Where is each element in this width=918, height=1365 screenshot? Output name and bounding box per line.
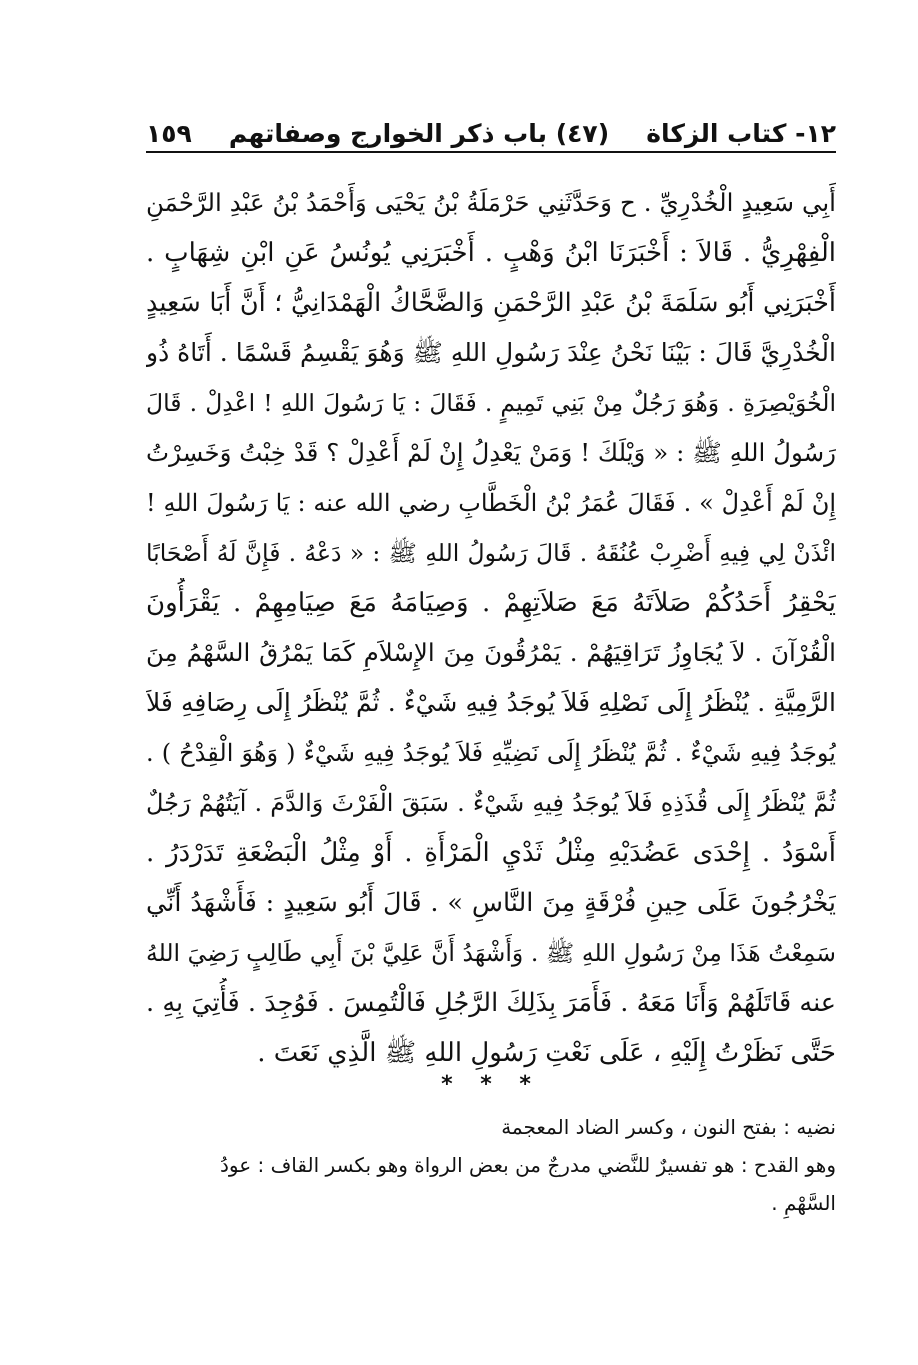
text-line: الرَّمِيَّةِ . يُنْظَرُ إِلَى نَصْلِهِ فَلاَ يُوجَدُ فِيهِ شَيْءٌ . ثُمَّ يُنْظَرُ إِلَى رِصَافِهِ فَلاَ: [146, 688, 836, 717]
running-header: [146, 116, 836, 150]
text-line: حَتَّى نَظَرْتُ إِلَيْهِ ، عَلَى نَعْتِ رَسُولِ اللهِ ﷺ الَّذِي نَعَتَ .: [257, 1038, 836, 1068]
section-separator: * * *: [441, 1072, 541, 1097]
text-line: عنه قَاتَلَهُمْ وَأَنَا مَعَهُ . فَأَمَرَ بِذَلِكَ الرَّجُلِ فَالْتُمِسَ . فَوُجِدَ . فَأُتِيَ بِهِ .: [146, 988, 836, 1018]
text-line: أَبِي سَعِيدٍ الْخُدْرِيِّ . ح وَحَدَّثَنِي حَرْمَلَةُ بْنُ يَحْيَى وَأَحْمَدُ بْنُ عَبْدِ الرَّحْمَنِ: [146, 188, 836, 217]
page-number: ١٥٩: [146, 118, 192, 148]
text-line: الْقُرْآنَ . لاَ يُجَاوِزُ تَرَاقِيَهُمْ . يَمْرُقُونَ مِنَ الإِسْلاَمِ كَمَا يَمْرُقُ السَّهْمُ مِنَ: [146, 638, 836, 667]
text-line: يَخْرُجُونَ عَلَى حِينِ فُرْقَةٍ مِنَ النَّاسِ » . قَالَ أَبُو سَعِيدٍ : فَأَشْهَدُ أَنِّي: [146, 888, 836, 918]
footnote-line: السَّهْمِ .: [771, 1191, 836, 1215]
text-line: أَسْوَدُ . إِحْدَى عَضُدَيْهِ مِثْلُ ثَدْيِ الْمَرْأَةِ . أَوْ مِثْلُ الْبَضْعَةِ تَدَرْدَرُ .: [146, 838, 836, 868]
text-line: يُوجَدُ فِيهِ شَيْءٌ . ثُمَّ يُنْظَرُ إِلَى نَضِيِّهِ فَلاَ يُوجَدُ فِيهِ شَيْءٌ ( وَهُوَ الْقِدْحُ ) .: [146, 739, 836, 767]
chapter-title: ١٢- كتاب الزكاة: [646, 118, 836, 148]
text-line: يَحْقِرُ أَحَدُكُمْ صَلاَتَهُ مَعَ صَلاَتِهِمْ . وَصِيَامَهُ مَعَ صِيَامِهِمْ . يَقْرَأُونَ: [146, 588, 836, 618]
text-line: الْفِهْرِيُّ . قَالاَ : أَخْبَرَنَا ابْنُ وَهْبٍ . أَخْبَرَنِي يُونُسُ عَنِ ابْنِ شِهَابٍ .: [146, 238, 836, 268]
text-line: الْخُدْرِيَّ قَالَ : بَيْنَا نَحْنُ عِنْدَ رَسُولِ اللهِ ﷺ وَهُوَ يَقْسِمُ قَسْمًا . أَتَاهُ ذُو: [146, 338, 836, 367]
text-line: إِنْ لَمْ أَعْدِلْ » . فَقَالَ عُمَرُ بْنُ الْخَطَّابِ رضي الله عنه : يَا رَسُولَ اللهِ !: [146, 489, 836, 517]
footnotes: [146, 1108, 836, 1222]
text-line: ثُمَّ يُنْظَرُ إِلَى قُذَذِهِ فَلاَ يُوجَدُ فِيهِ شَيْءٌ . سَبَقَ الْفَرْثَ وَالدَّمَ . آيَتُهُمْ رَجُلٌ: [146, 789, 836, 817]
footnote-line: وهو القدح : هو تفسيرٌ للنَّضي مدرجٌ من بعض الرواة وهو بكسر القاف : عودُ: [219, 1153, 836, 1177]
text-line: ائْذَنْ لِي فِيهِ أَضْرِبْ عُنُقَهُ . قَالَ رَسُولُ اللهِ ﷺ : « دَعْهُ . فَإِنَّ لَهُ أَصْحَابًا: [146, 539, 836, 567]
text-line: الْخُوَيْصِرَةِ . وَهُوَ رَجُلٌ مِنْ بَنِي تَمِيمٍ . فَقَالَ : يَا رَسُولَ اللهِ ! اعْدِلْ . قَالَ: [146, 389, 836, 417]
footnote-line: نضيه : بفتح النون ، وكسر الضاد المعجمة: [501, 1115, 836, 1139]
text-line: رَسُولُ اللهِ ﷺ : « وَيْلَكَ ! وَمَنْ يَعْدِلُ إِنْ لَمْ أَعْدِلْ ؟ قَدْ خِبْتُ وَخَسِرْتُ: [146, 438, 836, 467]
section-title: (٤٧) باب ذكر الخوارج وصفاتهم: [228, 118, 610, 148]
header-rule: [146, 151, 836, 153]
text-line: سَمِعْتُ هَذَا مِنْ رَسُولِ اللهِ ﷺ . وَأَشْهَدُ أَنَّ عَلِيَّ بْنَ أَبِي طَالِبٍ رَضِيَ اللهُ: [146, 939, 836, 967]
text-line: أَخْبَرَنِي أَبُو سَلَمَةَ بْنُ عَبْدِ الرَّحْمَنِ وَالضَّحَّاكُ الْهَمْدَانِيُّ ؛ أَنَّ أَبَا سَعِيدٍ: [146, 288, 836, 318]
hadith-text: [146, 178, 836, 1078]
